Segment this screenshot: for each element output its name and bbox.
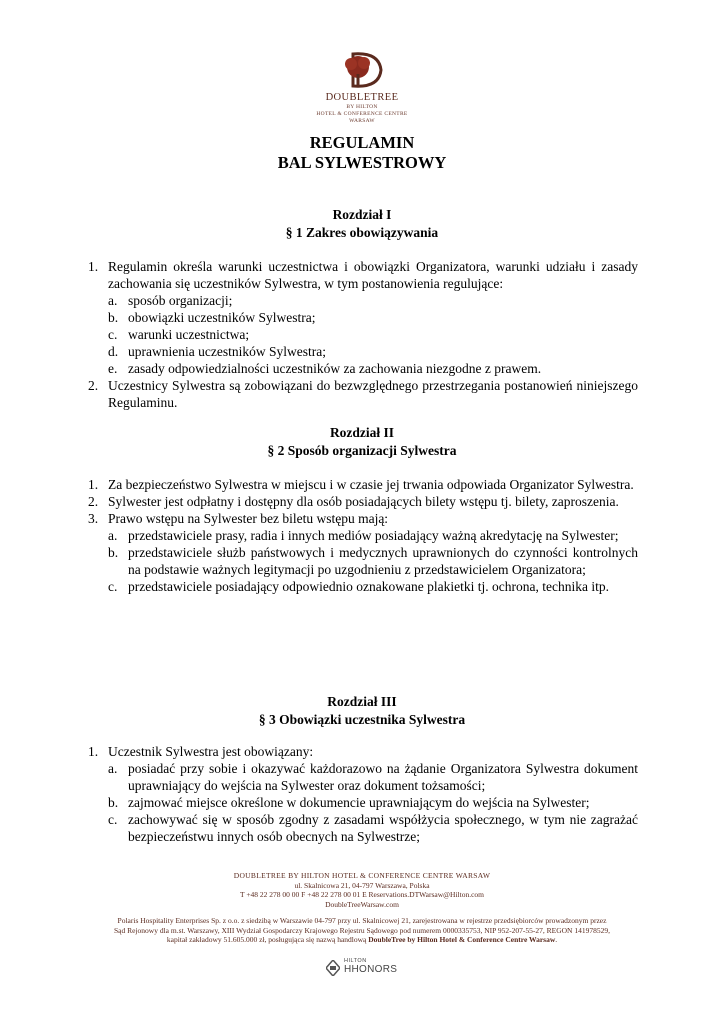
sub-letter: b. <box>108 795 119 810</box>
sub-text: przedstawiciele posiadający odpowiednio oznakowane plakietki tj. ochrona, technika itp. <box>128 579 609 594</box>
sub-text: posiadać przy sobie i okazywać każdorazowo na żądanie Organizatora Sylwestra dokument uprawniający do wejścia na Sylwester oraz dokument tożsamości; <box>128 761 638 793</box>
sub-item <box>108 343 638 360</box>
chapter-1-header <box>0 206 724 242</box>
chapter-2-heading: Rozdział II <box>329 425 395 440</box>
item-number: 1. <box>88 477 99 492</box>
sub-text: przedstawiciele prasy, radia i innych mediów posiadający ważną akredytację na Sylwester; <box>128 528 619 543</box>
footer-legal-3 <box>60 935 664 945</box>
sub-letter: a. <box>108 293 118 308</box>
logo-line1: HOTEL & CONFERENCE CENTRE <box>316 111 408 117</box>
title-line1: REGULAMIN <box>309 133 415 152</box>
chapter-3-header <box>0 693 724 729</box>
item-text: Uczestnicy Sylwestra są zobowiązani do bezwzględnego przestrzegania postanowień niniejszego Regulaminu. <box>108 378 638 410</box>
item-number: 3. <box>88 511 99 526</box>
item-number: 2. <box>88 494 99 509</box>
hotel-logo <box>312 50 412 125</box>
chapter-3-heading: Rozdział III <box>327 694 397 709</box>
sub-letter: b. <box>108 545 119 560</box>
sub-text: uprawnienia uczestników Sylwestra; <box>128 344 326 359</box>
honors-top-text: HILTON <box>344 958 367 964</box>
sub-text: zasady odpowiedzialności uczestników za zachowania niezgodne z prawem. <box>128 361 542 376</box>
sub-letter: b. <box>108 310 119 325</box>
chapter-2-header <box>0 424 724 460</box>
item-text: Sylwester jest odpłatny i dostępny dla osób posiadających bilety wstępu tj. bilety, zaproszenia. <box>108 494 619 509</box>
sub-text: przedstawiciele służb państwowych i medycznych uprawnionych do czynności kontrolnych na podstawie ważnych legitymacji po uzgodnieniu z przedstawicielem Organizatora; <box>128 545 638 577</box>
sub-item <box>108 326 638 343</box>
title-line2: BAL SYLWESTROWY <box>277 153 447 172</box>
footer-contact <box>0 871 724 909</box>
footer-hotel: DOUBLETREE BY HILTON HOTEL & CONFERENCE CENTRE WARSAW <box>233 871 491 880</box>
sub-letter: c. <box>108 579 118 594</box>
list-item <box>88 743 638 760</box>
footer-contact-line: T +48 22 278 00 00 F +48 22 278 00 01 E Reservations.DTWarsaw@Hilton.com <box>240 890 484 899</box>
sub-item <box>108 811 638 845</box>
footer-address: ul. Skalnicowa 21, 04-797 Warszawa, Polska <box>294 880 430 890</box>
logo-brand: DOUBLETREE <box>325 92 399 103</box>
footer-web: DoubleTreeWarsaw.com <box>325 899 399 909</box>
legal-3-brand: DoubleTree by Hilton Hotel & Conference Centre Warsaw <box>368 935 556 944</box>
sub-text: sposób organizacji; <box>128 293 233 308</box>
sub-text: zachowywać się w sposób zgodny z zasadami współżycia społecznego, w tym nie zagrażać bezpieczeństwu innych osób obecnych na Sylwestrze; <box>128 812 638 844</box>
logo-line2: WARSAW <box>349 118 375 124</box>
sub-letter: a. <box>108 528 118 543</box>
item-text: Uczestnik Sylwestra jest obowiązany: <box>108 744 314 759</box>
doubletree-tree-icon <box>339 50 385 90</box>
sub-item <box>108 794 638 811</box>
sub-text: zajmować miejsce określone w dokumencie uprawniającym do wejścia na Sylwester; <box>128 795 590 810</box>
list-item <box>88 493 638 510</box>
sub-item <box>108 360 638 377</box>
sub-item <box>108 578 638 595</box>
sub-letter: c. <box>108 327 118 342</box>
footer-legal-1: Polaris Hospitality Enterprises Sp. z o.o. z siedzibą w Warszawie 04-797 przy ul. Skalnicowej 21, zarejestrowana w rejestrze przedsiębiorców prowadzonym przez <box>117 916 607 925</box>
footer-legal-2: Sąd Rejonowy dla m.st. Warszawy, XIII Wydział Gospodarczy Krajowego Rejestru Sądowego pod numerem 0000335753, NIP 952-207-55-27, REGON 141978529, <box>114 925 610 935</box>
sub-letter: c. <box>108 812 118 827</box>
legal-3-text: kapitał zakładowy 51.605.000 zł, posługująca się nazwą handlową <box>166 935 369 944</box>
sub-letter: a. <box>108 761 118 776</box>
item-text: Regulamin określa warunki uczestnictwa i obowiązki Organizatora, warunki udziału i zasady zachowania się uczestników Sylwestra, w tym postanowienia regulujące: <box>108 259 638 291</box>
item-number: 2. <box>88 378 99 393</box>
item-number: 1. <box>88 259 99 274</box>
sub-item <box>108 544 638 578</box>
sub-letter: d. <box>108 344 119 359</box>
honors-main-text: HHONORS <box>344 964 398 975</box>
chapter-3-section: § 3 Obowiązki uczestnika Sylwestra <box>258 712 466 727</box>
legal-3-end: . <box>555 935 558 944</box>
chapter-2-body <box>88 476 638 595</box>
sub-item <box>108 292 638 309</box>
footer-legal <box>60 916 664 945</box>
sub-text: warunki uczestnictwa; <box>128 327 250 342</box>
chapter-1-heading: Rozdział I <box>332 207 392 222</box>
document-title <box>0 133 724 173</box>
list-item <box>88 510 638 527</box>
list-item <box>88 258 638 292</box>
sub-item <box>108 760 638 794</box>
sub-item <box>108 309 638 326</box>
hilton-honors-logo <box>326 958 406 978</box>
item-number: 1. <box>88 744 99 759</box>
sub-text: obowiązki uczestników Sylwestra; <box>128 310 316 325</box>
list-item <box>88 377 638 411</box>
list-item <box>88 476 638 493</box>
chapter-1-body <box>88 258 638 411</box>
chapter-1-section: § 1 Zakres obowiązywania <box>285 225 439 240</box>
honors-emblem-icon <box>326 960 340 976</box>
sub-item <box>108 527 638 544</box>
chapter-3-body <box>88 743 638 845</box>
sub-letter: e. <box>108 361 118 376</box>
item-text: Za bezpieczeństwo Sylwestra w miejscu i w czasie jej trwania odpowiada Organizator Sylwestra. <box>108 477 634 492</box>
logo-byline: BY HILTON <box>346 104 378 110</box>
chapter-2-section: § 2 Sposób organizacji Sylwestra <box>267 443 457 458</box>
item-text: Prawo wstępu na Sylwester bez biletu wstępu mają: <box>108 511 389 526</box>
